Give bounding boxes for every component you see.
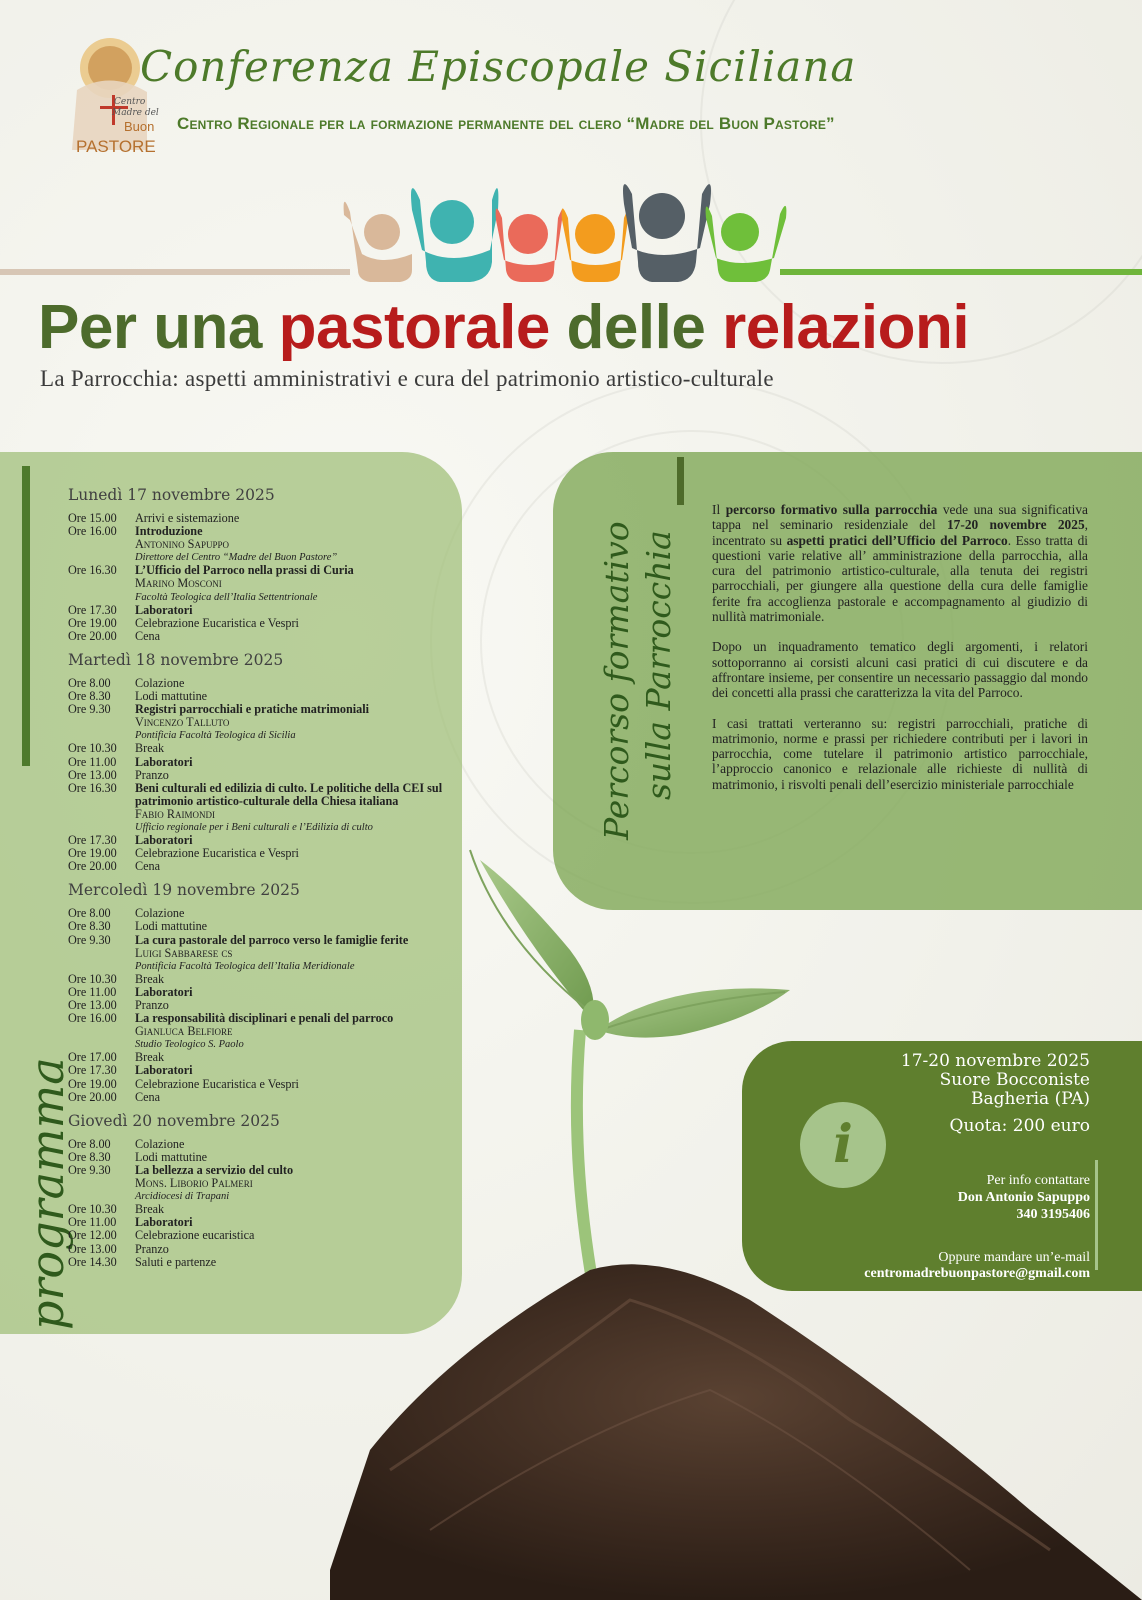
schedule-activity: La bellezza a servizio del culto: [135, 1162, 294, 1177]
day-heading: Giovedì 20 novembre 2025: [68, 1111, 280, 1130]
schedule-row: [68, 1190, 448, 1203]
schedule-activity: Laboratori: [135, 602, 193, 617]
schedule-row: [68, 1216, 448, 1229]
schedule-activity: Colazione: [135, 1136, 185, 1151]
svg-text:PASTORE: PASTORE: [76, 137, 156, 156]
schedule-activity: Cena: [135, 859, 161, 874]
course-description: [712, 502, 1088, 807]
schedule-activity: Laboratori: [135, 984, 193, 999]
header-line-right: [780, 269, 1142, 275]
schedule-activity: Lodi mattutine: [135, 689, 208, 704]
schedule-row: [68, 1164, 448, 1177]
schedule-activity: Celebrazione Eucaristica e Vespri: [135, 846, 299, 861]
schedule-activity: Colazione: [135, 675, 185, 690]
schedule-activity: Laboratori: [135, 754, 193, 769]
description-paragraph: [712, 502, 1088, 624]
text-run-bold: aspetti pratici dell’Ufficio del Parroco: [786, 532, 1008, 548]
person-figure: [344, 202, 412, 282]
schedule-activity: Direttore del Centro “Madre del Buon Pastore”: [135, 552, 338, 564]
schedule-row: [68, 1177, 448, 1190]
event-fee: Quota: 200 euro: [949, 1116, 1090, 1136]
contact-name: Don Antonio Sapuppo: [957, 1190, 1090, 1205]
course-accent-bar: [677, 457, 684, 505]
org-subtitle: Centro Regionale per la formazione permanente del clero “Madre del Buon Pastore”: [177, 114, 835, 133]
event-details: [901, 1052, 1090, 1109]
schedule-activity: Pranzo: [135, 1241, 169, 1256]
schedule-row: [68, 986, 448, 999]
info-accent-bar: [1095, 1160, 1098, 1270]
schedule-time: Ore 16.00: [68, 524, 117, 539]
schedule-activity: Introduzione: [135, 524, 203, 539]
schedule-activity: Cena: [135, 1089, 161, 1104]
schedule-row: [68, 525, 448, 538]
person-figure: [623, 184, 711, 282]
schedule-time: Ore 15.00: [68, 511, 117, 525]
schedule-activity: La responsabilità disciplinari e penali del parroco: [135, 1011, 394, 1026]
schedule-row: [68, 577, 448, 590]
schedule-time: Ore 16.00: [68, 1011, 117, 1026]
schedule-row: [68, 617, 448, 630]
schedule-row: [68, 1078, 448, 1091]
schedule-time: Ore 17.30: [68, 602, 117, 617]
svg-text:Centro: Centro: [114, 97, 146, 107]
schedule-activity: Break: [135, 1050, 165, 1065]
schedule-row: [68, 677, 448, 690]
schedule-row: [68, 703, 448, 716]
schedule-row: [68, 1203, 448, 1216]
schedule-row: [68, 512, 448, 525]
event-venue: Suore Bocconiste: [939, 1070, 1090, 1090]
schedule-time: Ore 16.30: [68, 780, 117, 795]
schedule-row: [68, 604, 448, 617]
schedule-time: Ore 13.00: [68, 998, 117, 1012]
schedule-activity: Fabio Raimondi: [135, 806, 215, 821]
schedule-time: Ore 12.00: [68, 1228, 117, 1243]
schedule-time: [68, 538, 135, 551]
schedule-time: Ore 9.30: [68, 932, 111, 947]
schedule-time: Ore 17.30: [68, 833, 117, 848]
schedule-activity: Lodi mattutine: [135, 919, 208, 934]
schedule-activity: Antonino Sapuppo: [135, 537, 229, 552]
event-dates: 17-20 novembre 2025: [900, 1051, 1090, 1071]
schedule-activity: Break: [135, 1202, 165, 1217]
title-part-highlight: relazioni: [722, 293, 970, 362]
schedule-time: Ore 8.30: [68, 919, 111, 934]
schedule-time: [68, 577, 135, 590]
schedule-time: Ore 11.00: [68, 984, 117, 999]
people-group-icon: [340, 170, 790, 290]
schedule-row: [68, 860, 448, 873]
svg-text:Buon: Buon: [124, 119, 155, 134]
course-label: [596, 521, 680, 840]
main-subtitle: La Parrocchia: aspetti amministrativi e cura del patrimonio artistico-culturale: [40, 366, 774, 391]
course-label-line: sulla Parrocchia: [639, 530, 678, 800]
programme-accent-bar: [22, 466, 30, 766]
schedule-activity: Saluti e partenze: [135, 1254, 217, 1269]
schedule-activity: Facoltà Teologica dell’Italia Settentrionale: [135, 591, 318, 603]
schedule-activity: Break: [135, 971, 165, 986]
contact-phone[interactable]: 340 3195406: [1016, 1207, 1090, 1222]
schedule-row: [68, 769, 448, 782]
schedule-activity: Laboratori: [135, 833, 193, 848]
programme-schedule: [68, 486, 448, 1269]
text-run: Il: [712, 502, 726, 517]
schedule-time: Ore 14.30: [68, 1254, 117, 1269]
schedule-activity: Pranzo: [135, 998, 169, 1012]
schedule-time: Ore 20.00: [68, 859, 117, 874]
schedule-time: Ore 8.00: [68, 906, 111, 921]
schedule-row: [68, 821, 448, 834]
schedule-activity: Celebrazione eucaristica: [135, 1228, 255, 1243]
schedule-activity: Celebrazione Eucaristica e Vespri: [135, 615, 299, 630]
title-part-highlight: pastorale: [278, 293, 550, 362]
email-intro: Oppure mandare un’e-mail: [938, 1250, 1090, 1265]
schedule-time: Ore 19.00: [68, 1076, 117, 1091]
schedule-row: [68, 1038, 448, 1051]
schedule-row: [68, 1138, 448, 1151]
schedule-time: Ore 19.00: [68, 846, 117, 861]
schedule-time: [68, 591, 135, 604]
text-run: , incentrato su: [712, 517, 1088, 548]
schedule-time: Ore 10.30: [68, 1202, 117, 1217]
header-line-left: [0, 269, 350, 275]
schedule-time: Ore 19.00: [68, 615, 117, 630]
schedule-row: [68, 538, 448, 551]
schedule-time: Ore 17.00: [68, 1050, 117, 1065]
schedule-row: [68, 630, 448, 643]
schedule-row: [68, 847, 448, 860]
schedule-activity: Laboratori: [135, 1063, 193, 1078]
schedule-time: Ore 9.30: [68, 1162, 111, 1177]
info-icon: i: [800, 1102, 886, 1188]
schedule-activity: Arrivi e sistemazione: [135, 511, 240, 525]
schedule-row: [68, 960, 448, 973]
schedule-row: [68, 934, 448, 947]
schedule-time: [68, 808, 135, 821]
email-link[interactable]: centromadrebuonpastore@gmail.com: [864, 1266, 1090, 1281]
schedule-row: [68, 716, 448, 729]
title-part: Per una: [38, 293, 279, 362]
schedule-row: [68, 1256, 448, 1269]
schedule-activity: Laboratori: [135, 1215, 193, 1230]
schedule-activity: L’Ufficio del Parroco nella prassi di Curia: [135, 563, 354, 578]
schedule-activity: Registri parrocchiali e pratiche matrimoniali: [135, 702, 369, 717]
schedule-row: [68, 1151, 448, 1164]
schedule-time: Ore 10.30: [68, 971, 117, 986]
svg-text:Madre del: Madre del: [112, 108, 159, 118]
schedule-row: [68, 1243, 448, 1256]
schedule-row: [68, 973, 448, 986]
schedule-activity: Mons. Liborio Palmeri: [135, 1176, 253, 1191]
schedule-row: [68, 808, 448, 821]
schedule-activity: Pranzo: [135, 767, 169, 782]
schedule-activity: Celebrazione Eucaristica e Vespri: [135, 1076, 299, 1091]
schedule-row: [68, 947, 448, 960]
person-figure: [706, 206, 787, 282]
schedule-activity: Break: [135, 741, 165, 756]
schedule-activity: Pontificia Facoltà Teologica di Sicilia: [135, 730, 296, 742]
schedule-activity: Ufficio regionale per i Beni culturali e l’Edilizia di culto: [135, 821, 373, 833]
schedule-row: [68, 729, 448, 742]
schedule-time: Ore 11.00: [68, 754, 117, 769]
schedule-time: Ore 13.00: [68, 767, 117, 782]
schedule-time: Ore 10.30: [68, 741, 117, 756]
schedule-time: [68, 1025, 135, 1038]
day-heading: Mercoledì 19 novembre 2025: [68, 881, 300, 900]
schedule-row: [68, 782, 448, 808]
schedule-activity: Vincenzo Talluto: [135, 715, 230, 730]
schedule-time: [68, 947, 135, 960]
schedule-time: [68, 1177, 135, 1190]
schedule-activity: La cura pastorale del parroco verso le famiglie ferite: [135, 932, 409, 947]
day-heading: Martedì 18 novembre 2025: [68, 650, 284, 669]
schedule-row: [68, 742, 448, 755]
schedule-row: [68, 1051, 448, 1064]
schedule-time: Ore 8.30: [68, 1149, 111, 1164]
schedule-time: [68, 716, 135, 729]
main-title: [38, 292, 969, 363]
schedule-activity: Luigi Sabbarese cs: [135, 945, 233, 960]
text-run-bold: 17-20 novembre 2025: [946, 517, 1085, 533]
schedule-row: [68, 591, 448, 604]
schedule-activity: Lodi mattutine: [135, 1149, 208, 1164]
programme-label: programma: [20, 1057, 74, 1330]
org-title: Conferenza Episcopale Siciliana: [140, 42, 857, 91]
schedule-row: [68, 1091, 448, 1104]
schedule-time: Ore 20.00: [68, 1089, 117, 1104]
schedule-activity: Colazione: [135, 906, 185, 921]
text-run-bold: percorso formativo sulla parrocchia: [725, 502, 938, 517]
schedule-time: Ore 20.00: [68, 628, 117, 643]
person-figure: [411, 188, 498, 282]
contact-intro: Per info contattare: [986, 1173, 1090, 1188]
title-part: delle: [549, 293, 723, 362]
schedule-activity: Beni culturali ed edilizia di culto. Le politiche della CEI sul patrimonio artistico-culturale della Chiesa italiana: [135, 780, 443, 808]
schedule-row: [68, 1229, 448, 1242]
schedule-time: [68, 960, 135, 973]
schedule-activity: Studio Teologico S. Paolo: [135, 1039, 244, 1051]
schedule-row: [68, 920, 448, 933]
person-figure: [562, 208, 630, 282]
description-paragraph: I casi trattati verteranno su: registri parrocchiali, pratiche di matrimonio, norme e prassi per richiedere contributi per i lavori in parrocchia, come tutelare il patrimonio artistico parrocchiale, l’approccio canonico e relazionale alle richieste di nullità di matrimonio, i risvolti penali dell’esercizio ministeriale parrocchiale: [712, 715, 1088, 792]
schedule-time: Ore 8.00: [68, 675, 111, 690]
schedule-row: [68, 1064, 448, 1077]
schedule-activity: Arcidiocesi di Trapani: [135, 1191, 230, 1203]
schedule-time: Ore 17.30: [68, 1063, 117, 1078]
schedule-time: Ore 9.30: [68, 702, 111, 717]
schedule-row: [68, 907, 448, 920]
description-paragraph: Dopo un inquadramento tematico degli argomenti, i relatori sottoporranno ai corsisti alcuni casi pratici di cui discutere e da affrontare insieme, per consentire un necessario passaggio dal mondo dei concetti alla prassi che caratterizza la vita del Parroco.: [712, 639, 1088, 701]
email-info: [864, 1250, 1090, 1282]
schedule-activity: Cena: [135, 628, 161, 643]
schedule-activity: Marino Mosconi: [135, 576, 222, 591]
schedule-row: [68, 1025, 448, 1038]
schedule-time: Ore 11.00: [68, 1215, 117, 1230]
schedule-activity: Pontificia Facoltà Teologica dell’Italia Meridionale: [135, 960, 355, 972]
schedule-time: Ore 8.00: [68, 1136, 111, 1151]
schedule-activity: Gianluca Belfiore: [135, 1024, 233, 1039]
course-label-line: Percorso formativo: [597, 521, 636, 840]
day-heading: Lunedì 17 novembre 2025: [68, 486, 275, 504]
schedule-row: [68, 1012, 448, 1025]
event-city: Bagheria (PA): [970, 1089, 1090, 1109]
schedule-row: [68, 564, 448, 577]
schedule-time: Ore 16.30: [68, 563, 117, 578]
schedule-time: Ore 8.30: [68, 689, 111, 704]
contact-info: [958, 1172, 1090, 1223]
person-figure: [496, 208, 564, 282]
text-run: vede una sua significativa tappa nel seminario residenziale del: [712, 502, 1088, 533]
schedule-time: Ore 13.00: [68, 1241, 117, 1256]
text-run: . Esso tratta di questioni varie relative all’ amministrazione della parrocchia, alla cura del patrimonio artistico-culturale, alla tenuta dei registri parrocchiali, per giungere alla questione della cura delle famiglie ferite fra accoglienza pastorale e accompagnamento al giudizio di nullità matrimoniale.: [712, 532, 1088, 625]
schedule-row: [68, 756, 448, 769]
